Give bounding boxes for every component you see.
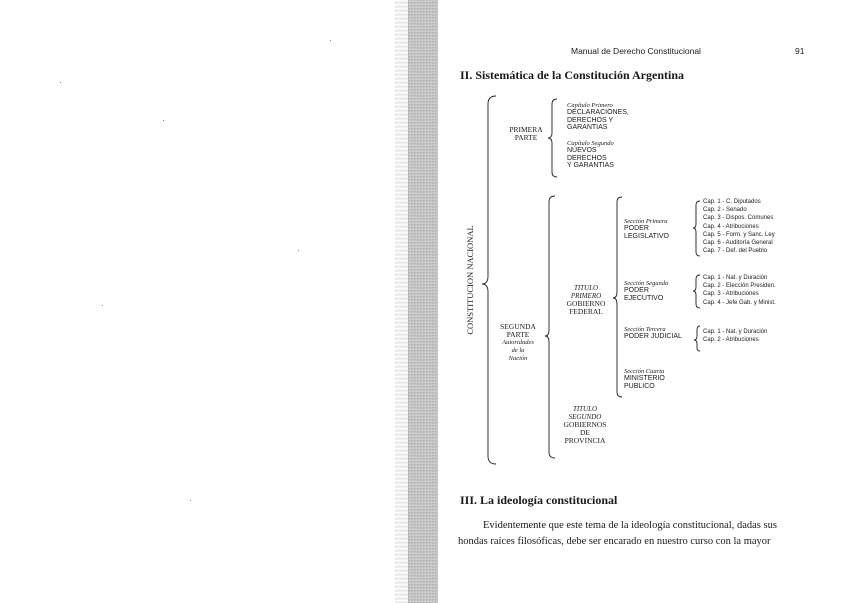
sec1-line: LEGISLATIVO <box>624 232 669 240</box>
titulo1-label <box>558 284 614 316</box>
chapter-item: Cap. 2 - Atribuciones <box>703 337 759 344</box>
titulo1-title: PRIMERO <box>570 292 602 300</box>
chapter-item: Cap. 2 - Elección Presiden. <box>703 283 776 290</box>
sec3-line: PODER JUDICIAL <box>624 333 682 340</box>
sec2-line: EJECUTIVO <box>624 294 664 302</box>
sec3-block <box>624 326 682 341</box>
primera-parte-line: PRIMERA <box>509 125 543 134</box>
titulo1-name: GOBIERNO <box>566 299 606 308</box>
titulo2-name: PROVINCIA <box>564 436 606 445</box>
titulo1-name: FEDERAL <box>569 307 603 316</box>
segunda-parte-line: PARTE <box>506 330 530 339</box>
sec1-line: PODER <box>624 225 649 232</box>
primera-parte-line: PARTE <box>514 133 538 142</box>
chapter-item: Cap. 1 - C. Diputados <box>703 199 761 205</box>
cap2-line: DERECHOS <box>567 154 607 162</box>
cap2-line: Y GARANTIAS <box>567 162 614 169</box>
sec3-chapters <box>703 328 767 344</box>
sec2-chapters <box>703 274 776 307</box>
titulo2-name: DE <box>580 428 590 437</box>
primera-parte-label <box>505 126 547 142</box>
chapter-item: Cap. 3 - Dispos. Comunes <box>703 215 774 222</box>
chapter-item: Cap. 2 - Senado <box>703 207 747 214</box>
chapter-item: Cap. 4 - Atribuciones <box>703 223 759 230</box>
titulo1-brace <box>613 197 622 397</box>
body-line-1: Evidentemente que este tema de la ideología constitucional, dadas sus <box>483 520 777 531</box>
chapter-item: Cap. 5 - Form. y Sanc. Ley <box>703 231 775 238</box>
chapter-item: Cap. 7 - Def. del Pueblo <box>703 248 768 255</box>
cap2-block <box>567 140 614 170</box>
cap1-line: DECLARACIONES, <box>567 109 629 116</box>
segunda-parte-label <box>493 323 543 363</box>
section-heading-2: II. Sistemática de la Constitución Argentina <box>460 68 685 82</box>
sec4-block <box>624 368 665 390</box>
titulo2-name: GOBIERNOS <box>563 420 607 429</box>
sec1-chapters <box>703 198 775 255</box>
chapter-item: Cap. 1 - Nat. y Duración <box>703 329 768 335</box>
sec3-title: Sección Tercera <box>624 326 666 333</box>
segunda-brace <box>545 196 555 458</box>
sec4-line: PUBLICO <box>624 382 655 390</box>
sec3-brace <box>694 326 700 351</box>
page-number: 91 <box>795 46 805 56</box>
sec4-line: MINISTERIO <box>624 375 665 382</box>
segunda-parte-sub: Nación <box>508 355 528 362</box>
sec1-title: Sección Primera <box>624 218 668 225</box>
cap2-line: NUEVOS <box>567 147 597 154</box>
segunda-parte-line: SEGUNDA <box>500 322 536 331</box>
primera-brace <box>548 99 557 177</box>
cap1-block <box>567 102 629 132</box>
cap1-line: GARANTIAS <box>567 124 608 131</box>
sec1-block <box>624 218 669 240</box>
running-title: Manual de Derecho Constitucional <box>571 46 701 56</box>
sec2-line: PODER <box>624 287 649 294</box>
titulo2-label <box>556 405 614 445</box>
titulo1-title: TITULO <box>573 284 599 292</box>
chapter-item: Cap. 3 - Atribuciones <box>703 291 759 298</box>
sec1-brace <box>693 201 700 256</box>
body-line-2: hondas raíces filosóficas, debe ser encarado en nuestro curso con la mayor <box>458 536 771 547</box>
root-label: CONSTITUCION NACIONAL <box>465 225 475 335</box>
sec4-title: Sección Cuarta <box>624 368 665 375</box>
titulo2-title: SEGUNDO <box>568 413 602 421</box>
chapter-item: Cap. 4 - Jefe Gab. y Minist. <box>703 299 776 306</box>
sec2-brace <box>693 275 700 308</box>
section-heading-3: III. La ideología constitucional <box>460 493 618 507</box>
cap1-line: DERECHOS Y <box>567 116 614 124</box>
chapter-item: Cap. 6 - Auditoría General <box>703 240 773 247</box>
titulo2-title: TITULO <box>572 405 598 413</box>
sec2-title: Sección Segunda <box>624 280 669 287</box>
cap1-title: Capítulo Primero <box>567 102 613 109</box>
chapter-item: Cap. 1 - Nat. y Duración <box>703 275 768 281</box>
cap2-title: Capítulo Segundo <box>567 140 614 147</box>
sec2-block <box>624 280 668 302</box>
segunda-parte-sub: de la <box>511 347 525 354</box>
segunda-parte-sub: Autoridades <box>502 339 534 346</box>
root-brace <box>482 96 496 464</box>
